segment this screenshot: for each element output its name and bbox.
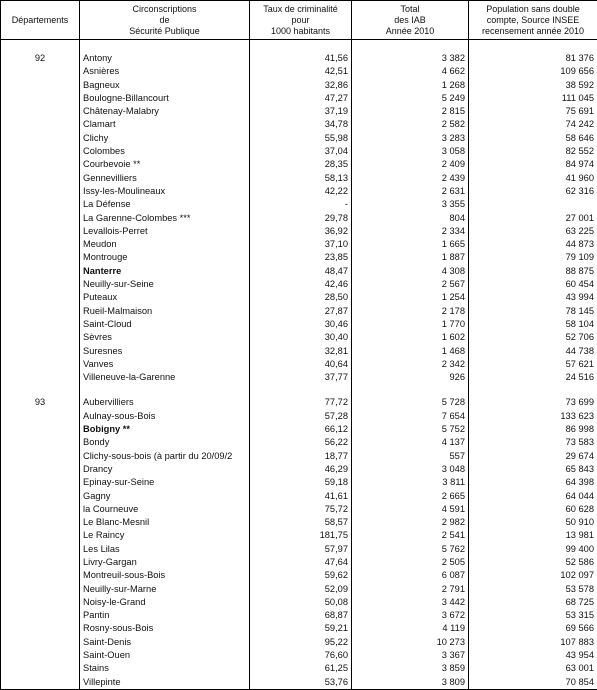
table-row xyxy=(1,265,597,278)
departement-cell xyxy=(1,331,80,344)
header-taux: Taux de criminalité pour 1000 habitants xyxy=(250,1,352,40)
table-row xyxy=(1,145,597,158)
spacer-cell xyxy=(80,384,250,396)
circonscription-name: Livry-Gargan xyxy=(80,556,250,569)
taux-value: 61,25 xyxy=(250,662,352,675)
table-row xyxy=(1,318,597,331)
circonscription-name: Châtenay-Malabry xyxy=(80,105,250,118)
taux-value: 77,72 xyxy=(250,396,352,409)
taux-value: 53,76 xyxy=(250,676,352,690)
total-iab-value: 5 249 xyxy=(352,92,469,105)
taux-value: 42,51 xyxy=(250,65,352,78)
population-value: 69 566 xyxy=(469,622,597,635)
population-value: 52 586 xyxy=(469,556,597,569)
population-value: 107 883 xyxy=(469,636,597,649)
taux-value: 41,61 xyxy=(250,490,352,503)
taux-value: 42,46 xyxy=(250,278,352,291)
departement-cell xyxy=(1,371,80,384)
table-row xyxy=(1,278,597,291)
departement-cell xyxy=(1,490,80,503)
total-iab-value: 2 409 xyxy=(352,158,469,171)
taux-value: 27,87 xyxy=(250,305,352,318)
total-iab-value: 4 137 xyxy=(352,436,469,449)
population-value: 79 109 xyxy=(469,251,597,264)
header-circonscriptions: Circonscriptions de Sécurité Publique xyxy=(80,1,250,40)
header-population: Population sans double compte, Source INSEE recensement année 2010 xyxy=(469,1,597,40)
taux-value: 37,77 xyxy=(250,371,352,384)
total-iab-value: 3 283 xyxy=(352,132,469,145)
table-row xyxy=(1,609,597,622)
total-iab-value: 2 505 xyxy=(352,556,469,569)
taux-value: 37,10 xyxy=(250,238,352,251)
population-value: 109 656 xyxy=(469,65,597,78)
total-iab-value: 3 048 xyxy=(352,463,469,476)
circonscription-name: Gagny xyxy=(80,490,250,503)
total-iab-value: 3 672 xyxy=(352,609,469,622)
circonscription-name: Aubervilliers xyxy=(80,396,250,409)
table-row xyxy=(1,490,597,503)
population-value: 57 621 xyxy=(469,358,597,371)
circonscription-name: Stains xyxy=(80,662,250,675)
total-iab-value: 3 859 xyxy=(352,662,469,675)
circonscription-name: Saint-Denis xyxy=(80,636,250,649)
spacer-cell xyxy=(352,40,469,53)
departement-cell xyxy=(1,158,80,171)
departement-cell xyxy=(1,450,80,463)
circonscription-name: Antony xyxy=(80,52,250,65)
table-row xyxy=(1,636,597,649)
circonscription-name: Villeneuve-la-Garenne xyxy=(80,371,250,384)
circonscription-name: Courbevoie ** xyxy=(80,158,250,171)
circonscription-name: Montrouge xyxy=(80,251,250,264)
circonscription-name: Bagneux xyxy=(80,79,250,92)
total-iab-value: 2 982 xyxy=(352,516,469,529)
taux-value: 37,04 xyxy=(250,145,352,158)
taux-value: 46,29 xyxy=(250,463,352,476)
circonscription-name: La Défense xyxy=(80,198,250,211)
departement-cell xyxy=(1,503,80,516)
spacer-cell xyxy=(250,40,352,53)
total-iab-value: 1 268 xyxy=(352,79,469,92)
departement-cell xyxy=(1,410,80,423)
table-body xyxy=(1,40,597,690)
spacer-cell xyxy=(352,384,469,396)
population-value: 52 706 xyxy=(469,331,597,344)
total-iab-value: 7 654 xyxy=(352,410,469,423)
departement-cell xyxy=(1,212,80,225)
taux-value: 52,09 xyxy=(250,583,352,596)
circonscription-name: Suresnes xyxy=(80,345,250,358)
total-iab-value: 3 058 xyxy=(352,145,469,158)
population-value: 58 646 xyxy=(469,132,597,145)
taux-value: 30,46 xyxy=(250,318,352,331)
taux-value: 55,98 xyxy=(250,132,352,145)
circonscription-name: Drancy xyxy=(80,463,250,476)
taux-value: 28,35 xyxy=(250,158,352,171)
total-iab-value: 1 468 xyxy=(352,345,469,358)
spacer-cell xyxy=(1,384,80,396)
taux-value: 41,56 xyxy=(250,52,352,65)
taux-value: 68,87 xyxy=(250,609,352,622)
departement-cell xyxy=(1,529,80,542)
total-iab-value: 3 809 xyxy=(352,676,469,690)
departement-cell xyxy=(1,622,80,635)
table-row xyxy=(1,92,597,105)
population-value: 27 001 xyxy=(469,212,597,225)
population-value: 24 516 xyxy=(469,371,597,384)
circonscription-name: Nanterre xyxy=(80,265,250,278)
total-iab-value: 2 815 xyxy=(352,105,469,118)
departement-cell xyxy=(1,265,80,278)
total-iab-value: 3 811 xyxy=(352,476,469,489)
circonscription-name: Noisy-le-Grand xyxy=(80,596,250,609)
table-row xyxy=(1,331,597,344)
total-iab-value: 2 567 xyxy=(352,278,469,291)
circonscription-name: Bondy xyxy=(80,436,250,449)
departement-cell xyxy=(1,423,80,436)
taux-value: 75,72 xyxy=(250,503,352,516)
circonscription-name: Clichy xyxy=(80,132,250,145)
population-value: 86 998 xyxy=(469,423,597,436)
circonscription-name: Levallois-Perret xyxy=(80,225,250,238)
departement-cell xyxy=(1,583,80,596)
population-value xyxy=(469,198,597,211)
circonscription-name: Neuilly-sur-Marne xyxy=(80,583,250,596)
total-iab-value: 2 334 xyxy=(352,225,469,238)
circonscription-name: Boulogne-Billancourt xyxy=(80,92,250,105)
total-iab-value: 2 342 xyxy=(352,358,469,371)
spacer-row xyxy=(1,384,597,396)
total-iab-value: 3 382 xyxy=(352,52,469,65)
taux-value: 47,64 xyxy=(250,556,352,569)
population-value: 99 400 xyxy=(469,543,597,556)
departement-cell xyxy=(1,172,80,185)
table-row xyxy=(1,52,597,65)
circonscription-name: Gennevilliers xyxy=(80,172,250,185)
taux-value: 48,47 xyxy=(250,265,352,278)
circonscription-name: Issy-les-Moulineaux xyxy=(80,185,250,198)
table-row xyxy=(1,596,597,609)
taux-value: 59,62 xyxy=(250,569,352,582)
table-row xyxy=(1,132,597,145)
departement-cell xyxy=(1,145,80,158)
departement-cell xyxy=(1,79,80,92)
total-iab-value: 5 762 xyxy=(352,543,469,556)
taux-value: 40,64 xyxy=(250,358,352,371)
population-value: 78 145 xyxy=(469,305,597,318)
circonscription-name: Saint-Cloud xyxy=(80,318,250,331)
taux-value: 56,22 xyxy=(250,436,352,449)
taux-value: 29,78 xyxy=(250,212,352,225)
total-iab-value: 2 631 xyxy=(352,185,469,198)
spacer-cell xyxy=(1,40,80,53)
departement-cell xyxy=(1,118,80,131)
departement-cell xyxy=(1,609,80,622)
table-row xyxy=(1,118,597,131)
taux-value: 30,40 xyxy=(250,331,352,344)
departement-cell xyxy=(1,318,80,331)
spacer-row xyxy=(1,40,597,53)
taux-value: 58,57 xyxy=(250,516,352,529)
circonscription-name: Colombes xyxy=(80,145,250,158)
spacer-cell xyxy=(469,40,597,53)
total-iab-value: 5 752 xyxy=(352,423,469,436)
table-row xyxy=(1,172,597,185)
taux-value: 34,78 xyxy=(250,118,352,131)
total-iab-value: 2 582 xyxy=(352,118,469,131)
spacer-cell xyxy=(469,384,597,396)
total-iab-value: 2 178 xyxy=(352,305,469,318)
table-row xyxy=(1,396,597,409)
population-value: 53 315 xyxy=(469,609,597,622)
total-iab-value: 10 273 xyxy=(352,636,469,649)
departement-cell xyxy=(1,185,80,198)
spacer-cell xyxy=(80,40,250,53)
total-iab-value: 926 xyxy=(352,371,469,384)
departement-cell xyxy=(1,636,80,649)
table-row xyxy=(1,410,597,423)
table-row xyxy=(1,158,597,171)
table-row xyxy=(1,79,597,92)
population-value: 133 623 xyxy=(469,410,597,423)
departement-cell xyxy=(1,476,80,489)
taux-value: 57,97 xyxy=(250,543,352,556)
taux-value: - xyxy=(250,198,352,211)
table-row xyxy=(1,583,597,596)
table-row xyxy=(1,212,597,225)
circonscription-name: la Courneuve xyxy=(80,503,250,516)
taux-value: 23,85 xyxy=(250,251,352,264)
circonscription-name: Pantin xyxy=(80,609,250,622)
circonscription-name: Bobigny ** xyxy=(80,423,250,436)
circonscription-name: Rueil-Malmaison xyxy=(80,305,250,318)
total-iab-value: 4 119 xyxy=(352,622,469,635)
total-iab-value: 2 541 xyxy=(352,529,469,542)
total-iab-value: 804 xyxy=(352,212,469,225)
population-value: 102 097 xyxy=(469,569,597,582)
total-iab-value: 1 602 xyxy=(352,331,469,344)
population-value: 60 454 xyxy=(469,278,597,291)
total-iab-value: 3 355 xyxy=(352,198,469,211)
table-row xyxy=(1,185,597,198)
population-value: 111 045 xyxy=(469,92,597,105)
table-row xyxy=(1,529,597,542)
table-row xyxy=(1,622,597,635)
departement-cell xyxy=(1,198,80,211)
taux-value: 32,86 xyxy=(250,79,352,92)
departement-cell xyxy=(1,569,80,582)
circonscription-name: La Garenne-Colombes *** xyxy=(80,212,250,225)
departement-cell xyxy=(1,516,80,529)
total-iab-value: 1 770 xyxy=(352,318,469,331)
taux-value: 59,21 xyxy=(250,622,352,635)
population-value: 53 578 xyxy=(469,583,597,596)
table-row xyxy=(1,476,597,489)
total-iab-value: 1 665 xyxy=(352,238,469,251)
taux-value: 36,92 xyxy=(250,225,352,238)
population-value: 29 674 xyxy=(469,450,597,463)
table-row xyxy=(1,516,597,529)
table-row xyxy=(1,649,597,662)
table-row xyxy=(1,198,597,211)
population-value: 74 242 xyxy=(469,118,597,131)
circonscription-name: Vanves xyxy=(80,358,250,371)
taux-value: 66,12 xyxy=(250,423,352,436)
population-value: 64 398 xyxy=(469,476,597,489)
circonscription-name: Le Raincy xyxy=(80,529,250,542)
taux-value: 28,50 xyxy=(250,291,352,304)
circonscription-name: Clichy-sous-bois (à partir du 20/09/2 xyxy=(80,450,250,463)
circonscription-name: Meudon xyxy=(80,238,250,251)
population-value: 68 725 xyxy=(469,596,597,609)
population-value: 64 044 xyxy=(469,490,597,503)
total-iab-value: 557 xyxy=(352,450,469,463)
population-value: 41 960 xyxy=(469,172,597,185)
departement-cell xyxy=(1,132,80,145)
population-value: 13 981 xyxy=(469,529,597,542)
departement-cell xyxy=(1,556,80,569)
table-row xyxy=(1,225,597,238)
population-value: 50 910 xyxy=(469,516,597,529)
taux-value: 59,18 xyxy=(250,476,352,489)
population-value: 81 376 xyxy=(469,52,597,65)
population-value: 43 994 xyxy=(469,291,597,304)
departement-cell xyxy=(1,543,80,556)
departement-cell xyxy=(1,251,80,264)
table-row xyxy=(1,556,597,569)
departement-cell: 92 xyxy=(1,52,80,65)
departement-cell xyxy=(1,105,80,118)
population-value: 73 699 xyxy=(469,396,597,409)
departement-cell xyxy=(1,92,80,105)
table-row xyxy=(1,291,597,304)
table-row xyxy=(1,503,597,516)
taux-value: 57,28 xyxy=(250,410,352,423)
circonscription-name: Villepinte xyxy=(80,676,250,690)
population-value: 43 954 xyxy=(469,649,597,662)
departement-cell xyxy=(1,65,80,78)
header-row xyxy=(1,1,597,40)
taux-value: 50,08 xyxy=(250,596,352,609)
header-departements: Départements xyxy=(1,1,80,40)
table-row xyxy=(1,543,597,556)
table-row xyxy=(1,569,597,582)
departement-cell xyxy=(1,463,80,476)
circonscription-name: Montreuil-sous-Bois xyxy=(80,569,250,582)
population-value: 38 592 xyxy=(469,79,597,92)
population-value: 60 628 xyxy=(469,503,597,516)
population-value: 84 974 xyxy=(469,158,597,171)
table-row xyxy=(1,345,597,358)
population-value: 44 873 xyxy=(469,238,597,251)
total-iab-value: 6 087 xyxy=(352,569,469,582)
departement-cell xyxy=(1,596,80,609)
departement-cell xyxy=(1,238,80,251)
departement-cell xyxy=(1,345,80,358)
departement-cell xyxy=(1,278,80,291)
total-iab-value: 3 367 xyxy=(352,649,469,662)
departement-cell xyxy=(1,649,80,662)
circonscription-name: Saint-Ouen xyxy=(80,649,250,662)
total-iab-value: 2 665 xyxy=(352,490,469,503)
table-row xyxy=(1,423,597,436)
taux-value: 32,81 xyxy=(250,345,352,358)
taux-value: 58,13 xyxy=(250,172,352,185)
taux-value: 76,60 xyxy=(250,649,352,662)
departement-cell xyxy=(1,305,80,318)
taux-value: 42,22 xyxy=(250,185,352,198)
population-value: 58 104 xyxy=(469,318,597,331)
total-iab-value: 5 728 xyxy=(352,396,469,409)
departement-cell: 93 xyxy=(1,396,80,409)
departement-cell xyxy=(1,225,80,238)
total-iab-value: 4 591 xyxy=(352,503,469,516)
population-value: 82 552 xyxy=(469,145,597,158)
population-value: 63 225 xyxy=(469,225,597,238)
total-iab-value: 3 442 xyxy=(352,596,469,609)
population-value: 73 583 xyxy=(469,436,597,449)
departement-cell xyxy=(1,291,80,304)
spacer-cell xyxy=(250,384,352,396)
circonscription-name: Asnières xyxy=(80,65,250,78)
population-value: 75 691 xyxy=(469,105,597,118)
circonscription-name: Puteaux xyxy=(80,291,250,304)
total-iab-value: 2 791 xyxy=(352,583,469,596)
departement-cell xyxy=(1,436,80,449)
table-row xyxy=(1,238,597,251)
departement-cell xyxy=(1,358,80,371)
taux-value: 18,77 xyxy=(250,450,352,463)
table-row xyxy=(1,450,597,463)
circonscription-name: Rosny-sous-Bois xyxy=(80,622,250,635)
departement-cell xyxy=(1,662,80,675)
taux-value: 37,19 xyxy=(250,105,352,118)
total-iab-value: 4 662 xyxy=(352,65,469,78)
circonscription-name: Sèvres xyxy=(80,331,250,344)
circonscription-name: Le Blanc-Mesnil xyxy=(80,516,250,529)
table-row xyxy=(1,371,597,384)
total-iab-value: 1 887 xyxy=(352,251,469,264)
population-value: 70 854 xyxy=(469,676,597,690)
table-row xyxy=(1,662,597,675)
table-row xyxy=(1,358,597,371)
table-row xyxy=(1,105,597,118)
population-value: 62 316 xyxy=(469,185,597,198)
table-row xyxy=(1,251,597,264)
taux-value: 181,75 xyxy=(250,529,352,542)
circonscription-name: Aulnay-sous-Bois xyxy=(80,410,250,423)
total-iab-value: 4 308 xyxy=(352,265,469,278)
population-value: 65 843 xyxy=(469,463,597,476)
population-value: 63 001 xyxy=(469,662,597,675)
circonscription-name: Clamart xyxy=(80,118,250,131)
total-iab-value: 2 439 xyxy=(352,172,469,185)
taux-value: 95,22 xyxy=(250,636,352,649)
population-value: 88 875 xyxy=(469,265,597,278)
table-row xyxy=(1,305,597,318)
circonscription-name: Neuilly-sur-Seine xyxy=(80,278,250,291)
table-row xyxy=(1,463,597,476)
taux-value: 47,27 xyxy=(250,92,352,105)
total-iab-value: 1 254 xyxy=(352,291,469,304)
header-total: Total des IAB Année 2010 xyxy=(352,1,469,40)
table-row xyxy=(1,65,597,78)
circonscription-name: Epinay-sur-Seine xyxy=(80,476,250,489)
circonscription-name: Les Lilas xyxy=(80,543,250,556)
population-value: 44 738 xyxy=(469,345,597,358)
table-row xyxy=(1,436,597,449)
